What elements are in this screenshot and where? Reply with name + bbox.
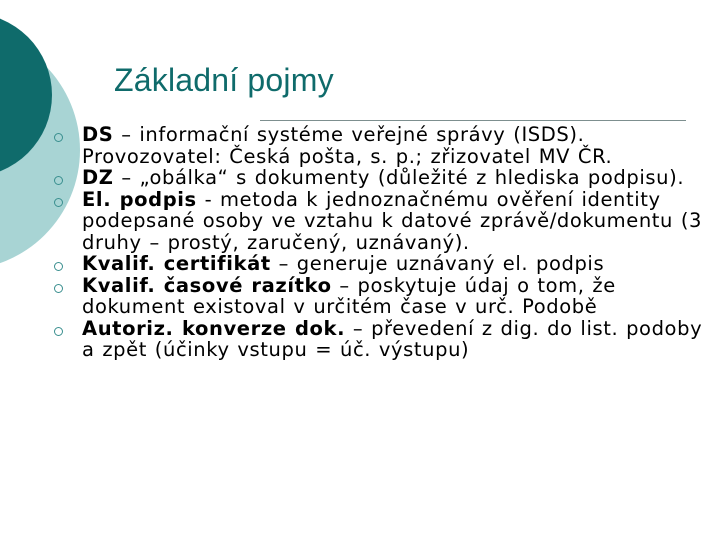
item-description: – převedení z dig. do list. podoby a zpět (účinky vstupu = úč. výstupu) — [82, 316, 703, 361]
item-text — [82, 253, 720, 275]
title-underline — [260, 120, 686, 121]
circle-bullet-icon — [54, 262, 63, 271]
item-text — [82, 124, 720, 167]
list-item — [54, 189, 720, 254]
item-description: – informační systéme veřejné správy (ISDS). Provozovatel: Česká pošta, s. p.; zřizovatel MV ČR. — [82, 123, 613, 168]
item-term: Kvalif. časové razítko — [82, 273, 332, 297]
list-item — [54, 253, 720, 275]
item-text — [82, 189, 720, 254]
item-description: – „obálka“ s dokumenty (důležité z hlediska podpisu). — [113, 166, 685, 189]
item-text — [82, 167, 720, 189]
slide-title: Základní pojmy — [114, 62, 334, 98]
bullet-list — [54, 124, 720, 361]
item-description: - metoda k jednoznačnému ověření identity podepsané osoby ve vztahu k datové zprávě/dokumentu (3 druhy – prostý, zaručený, uznávaný). — [82, 187, 703, 254]
item-description: – generuje uznávaný el. podpis — [270, 252, 605, 275]
list-item — [54, 275, 720, 318]
item-description: – poskytuje údaj o tom, že dokument existoval v určitém čase v urč. Podobě — [82, 273, 616, 318]
circle-bullet-icon — [54, 327, 63, 336]
circle-bullet-icon — [54, 133, 63, 142]
item-term: El. podpis — [82, 187, 197, 211]
item-text — [82, 318, 720, 361]
list-item — [54, 124, 720, 167]
circle-bullet-icon — [54, 198, 63, 207]
item-text — [82, 275, 720, 318]
item-term: Kvalif. certifikát — [82, 252, 271, 275]
circle-bullet-icon — [54, 284, 63, 293]
item-term: DZ — [82, 166, 114, 189]
list-item — [54, 318, 720, 361]
item-term: DS — [82, 123, 114, 146]
item-term: Autoriz. konverze dok. — [82, 316, 346, 340]
circle-bullet-icon — [54, 176, 63, 185]
list-item — [54, 167, 720, 189]
